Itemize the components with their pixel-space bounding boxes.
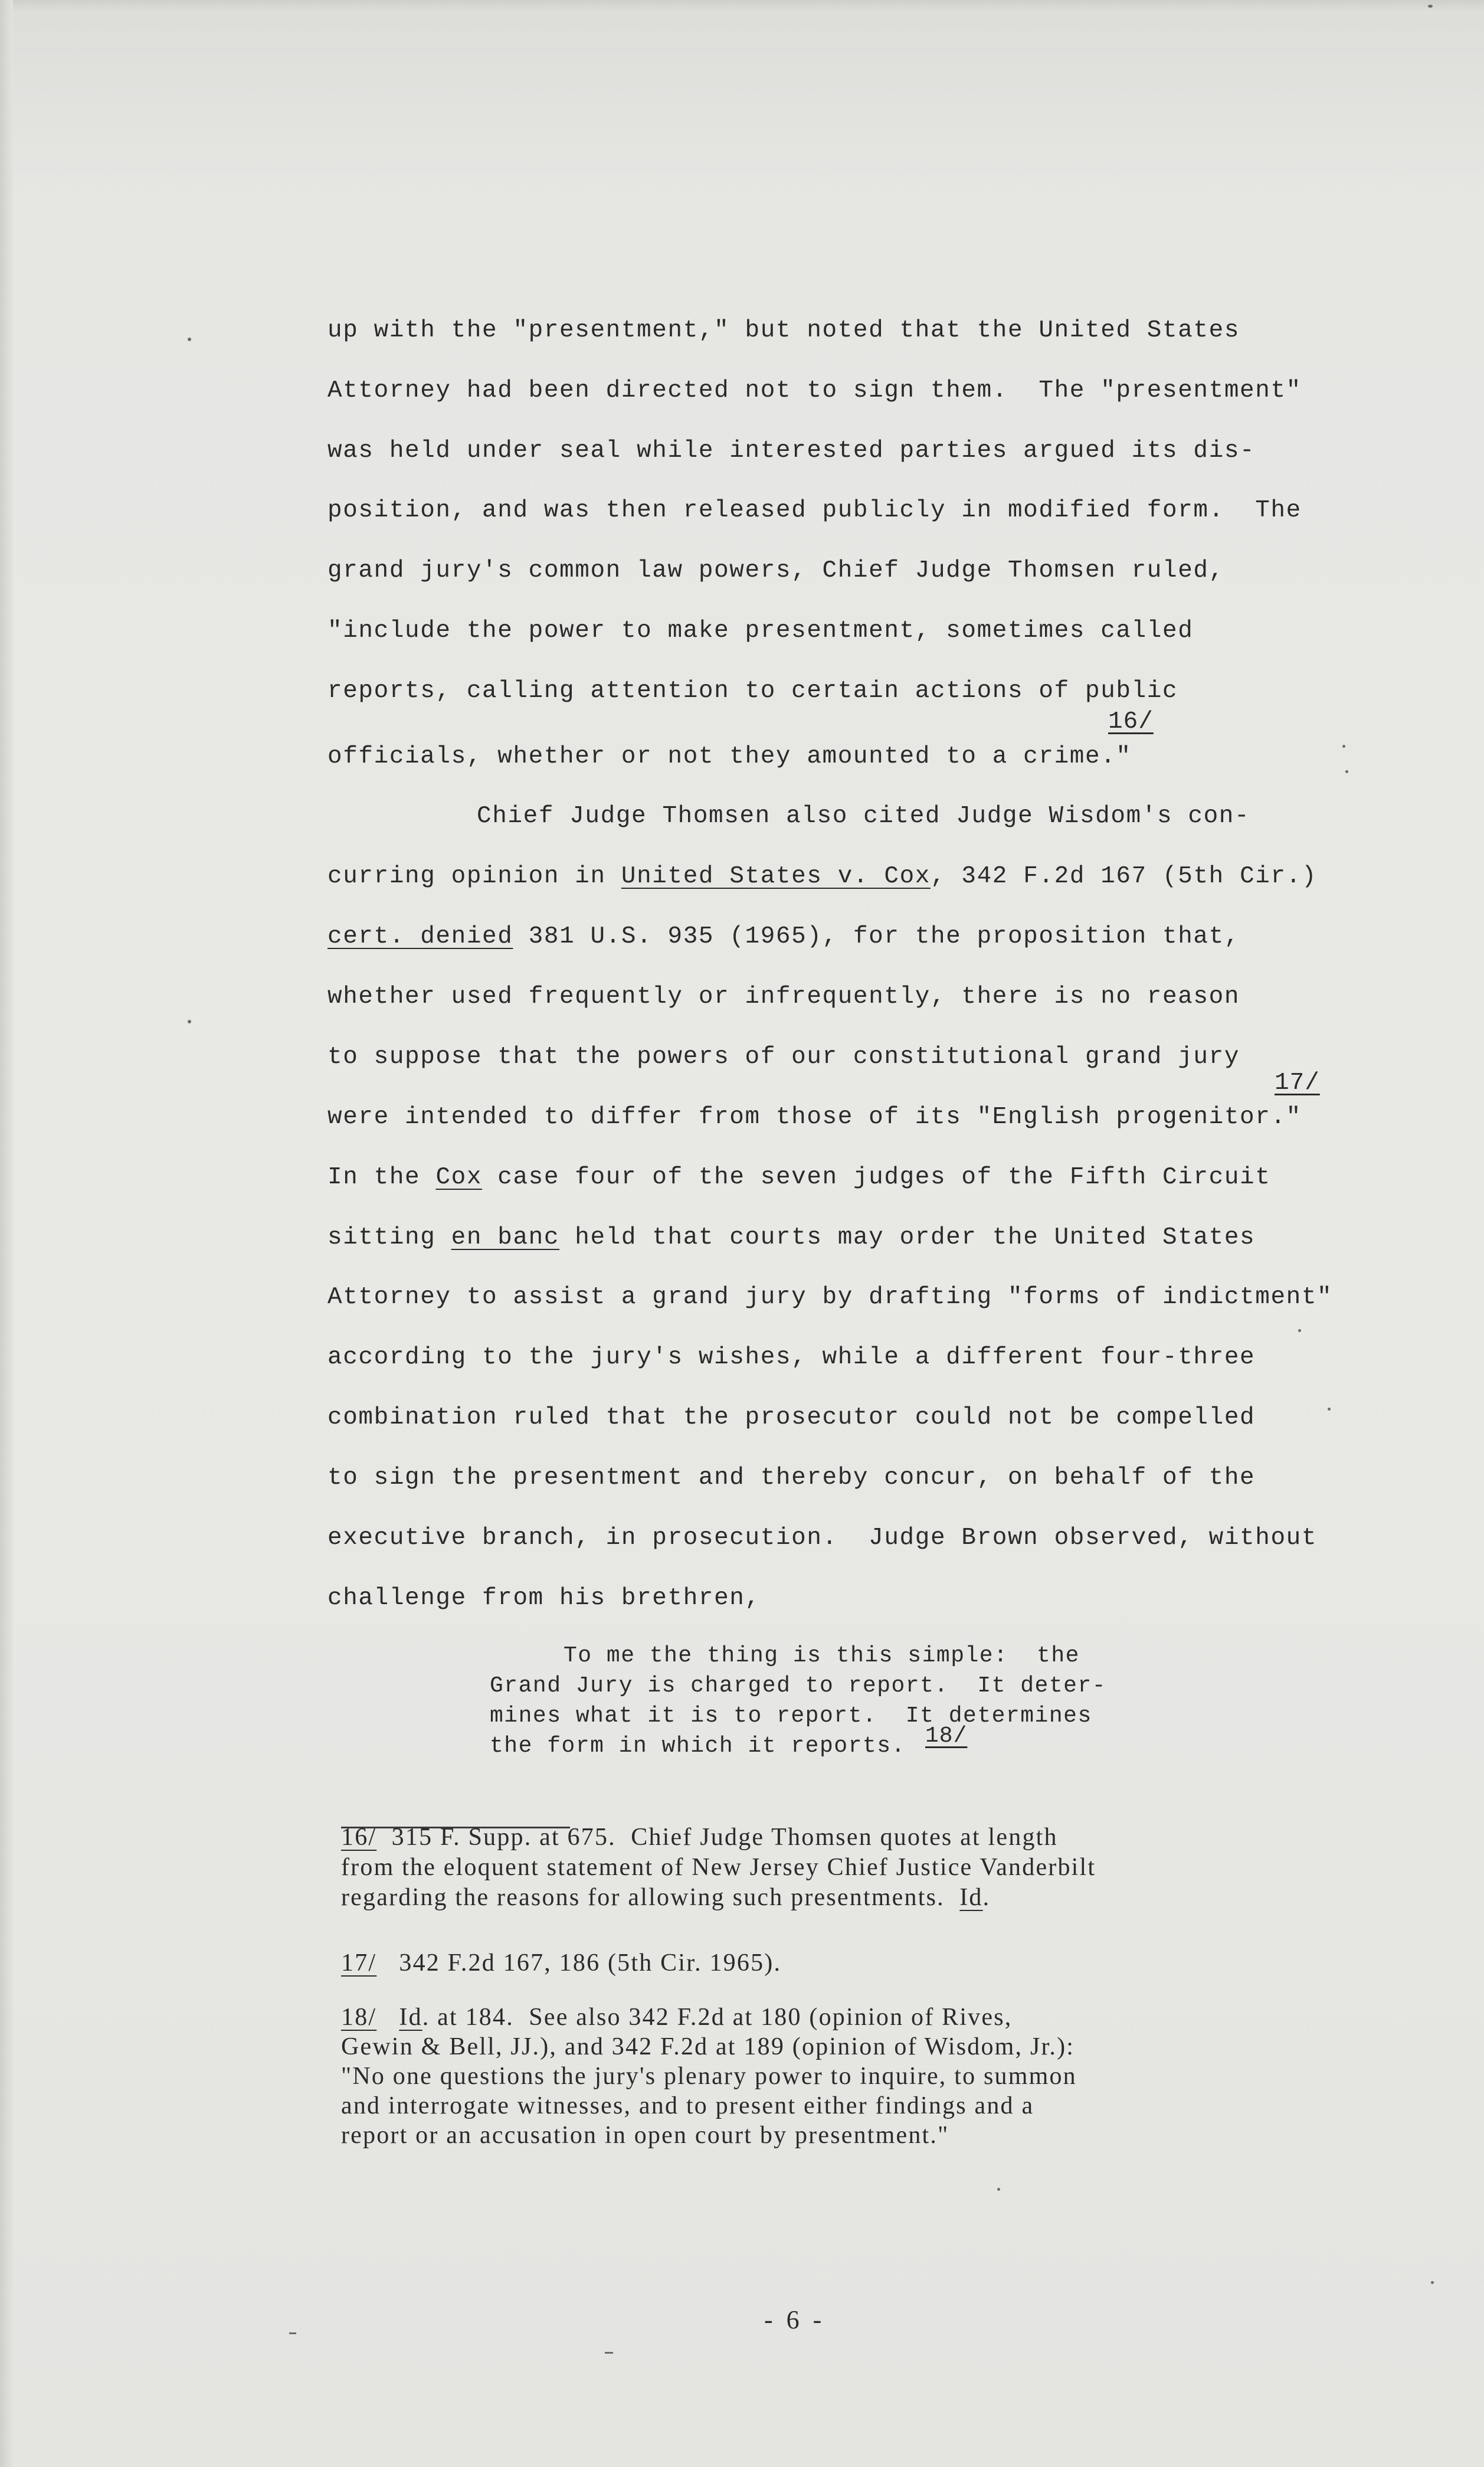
body-text: curring opinion in [327, 863, 621, 890]
id-citation: Id [399, 2004, 422, 2031]
scan-speck [1428, 5, 1433, 8]
footnote-label: 16/ [341, 1824, 377, 1851]
scan-left-edge [0, 0, 13, 2467]
footnote-line: report or an accusation in open court by presentment." [341, 2122, 949, 2149]
scan-speck [1328, 1408, 1331, 1411]
case-citation: United States v. Cox [621, 863, 931, 890]
footnote-line: Gewin & Bell, JJ.), and 342 F.2d at 189 (opinion of Wisdom, Jr.): [341, 2033, 1075, 2060]
body-line: reports, calling attention to certain actions of public [327, 678, 1178, 705]
footnote-text: 315 F. Supp. at 675. Chief Judge Thomsen quotes at length [376, 1824, 1058, 1851]
footnote-16 [341, 1825, 1058, 1850]
body-text: held that courts may order the United States [559, 1224, 1256, 1251]
footnote-line: and interrogate witnesses, and to present either findings and a [341, 2092, 1034, 2119]
body-line: Attorney to assist a grand jury by drafting "forms of indictment" [327, 1284, 1333, 1311]
scan-speck [289, 2332, 296, 2334]
body-line: combination ruled that the prosecutor could not be compelled [327, 1404, 1256, 1431]
body-text: 381 U.S. 935 (1965), for the proposition that, [513, 923, 1240, 950]
body-line: up with the "presentment," but noted that the United States [327, 317, 1240, 344]
scan-speck [605, 2352, 613, 2354]
body-line: grand jury's common law powers, Chief Judge Thomsen ruled, [327, 557, 1224, 584]
scan-speck [1298, 1329, 1301, 1332]
footnote-text: . at 184. See also 342 F.2d at 180 (opinion of Rives, [422, 2004, 1013, 2031]
body-line: executive branch, in prosecution. Judge Brown observed, without [327, 1524, 1318, 1552]
body-line [327, 925, 1240, 949]
block-quote-line: To me the thing is this simple: the [564, 1643, 1080, 1668]
body-line: Chief Judge Thomsen also cited Judge Wisdom's con- [477, 803, 1250, 830]
body-line: position, and was then released publicly in modified form. The [327, 497, 1302, 524]
footnote-text: regarding the reasons for allowing such presentments. [341, 1884, 960, 1911]
footnote-ref-17: 17/ [1275, 1069, 1320, 1097]
scan-speck [188, 338, 191, 341]
body-line: to sign the presentment and thereby concur, on behalf of the [327, 1464, 1256, 1491]
body-line [327, 865, 1317, 889]
scan-speck [1345, 770, 1348, 773]
footnote-line [341, 1885, 990, 1910]
body-text: case four of the seven judges of the Fifth Circuit [482, 1164, 1271, 1191]
body-line: Attorney had been directed not to sign them. The "presentment" [327, 377, 1302, 404]
footnote-label: 17/ [341, 1949, 377, 1977]
body-text: , 342 F.2d 167 (5th Cir.) [930, 863, 1318, 890]
footnote-18 [341, 2005, 1012, 2030]
footnote-spacer [376, 2004, 399, 2031]
scan-speck [1342, 745, 1345, 748]
body-line: "include the power to make presentment, sometimes called [327, 617, 1194, 644]
body-line: were intended to differ from those of its "English progenitor." [327, 1104, 1302, 1131]
page-number: - 6 - [764, 2305, 825, 2334]
case-citation: Cox [435, 1164, 483, 1191]
scan-speck [1431, 2281, 1434, 2284]
footnote-text: 342 F.2d 167, 186 (5th Cir. 1965). [376, 1949, 782, 1977]
footnote-line: "No one questions the jury's plenary power to inquire, to summon [341, 2063, 1077, 2090]
footnote-line: from the eloquent statement of New Jersey Chief Justice Vanderbilt [341, 1854, 1096, 1881]
body-line: according to the jury's wishes, while a different four-three [327, 1344, 1256, 1371]
body-line: whether used frequently or infrequently, there is no reason [327, 983, 1240, 1010]
footnote-ref-16: 16/ [1108, 708, 1154, 735]
block-quote-line: Grand Jury is charged to report. It deter- [490, 1673, 1107, 1699]
footnote-label: 18/ [341, 2004, 377, 2031]
body-line: to suppose that the powers of our constitutional grand jury [327, 1043, 1240, 1071]
body-line [327, 1226, 1255, 1250]
body-text: In the [327, 1164, 436, 1191]
case-citation: cert. denied [327, 923, 513, 950]
block-quote-line: mines what it is to report. It determines [490, 1703, 1092, 1729]
body-line [327, 1166, 1270, 1190]
body-text: sitting [327, 1224, 451, 1251]
scan-speck [188, 1020, 191, 1023]
footnote-ref-18: 18/ [925, 1723, 968, 1749]
body-line: was held under seal while interested parties argued its dis- [327, 437, 1256, 464]
scan-top-edge [0, 0, 1484, 14]
body-line: challenge from his brethren, [327, 1585, 761, 1612]
latin-term: en banc [451, 1224, 560, 1251]
footnote-text: . [982, 1884, 991, 1911]
block-quote-line: the form in which it reports. [490, 1733, 906, 1759]
id-citation: Id [959, 1884, 983, 1911]
scan-speck [997, 2188, 1000, 2191]
footnote-17 [341, 1951, 781, 1975]
body-line: officials, whether or not they amounted to a crime." [327, 743, 1132, 770]
